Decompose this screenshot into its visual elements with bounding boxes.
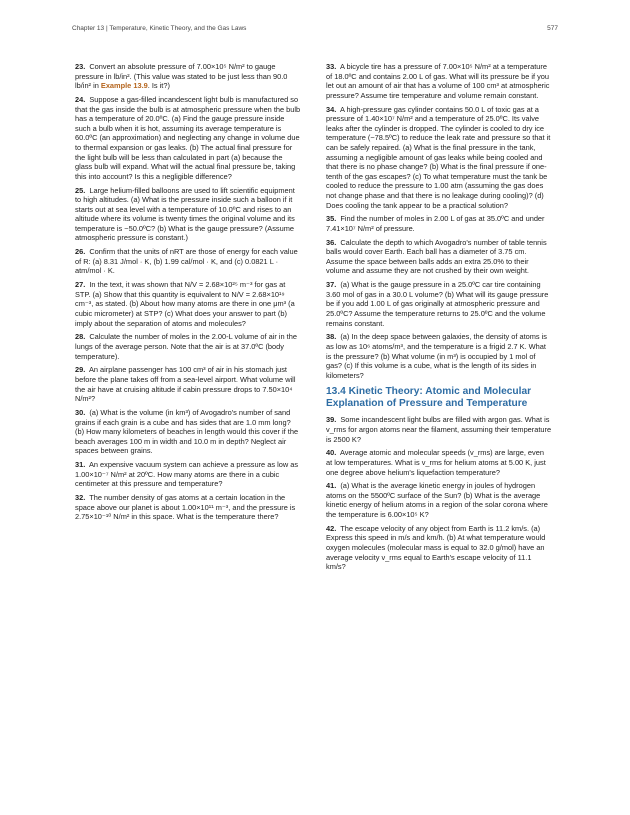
problem-39 [326,415,552,444]
problem-text: (a) What is the average kinetic energy in joules of hydrogen atoms on the 5500ºC surface of the Sun? (b) What is the average kinetic energy of helium atoms in a region of the solar corona where the temperature is 6.00×10⁵ K? [326,481,548,520]
problem-text: Confirm that the units of nRT are those of energy for each value of R: (a) 8.31 J/mol · K, (b) 1.99 cal/mol · K, and (c) 0.0821 L · atm/mol · K. [75,247,298,276]
right-column [326,62,552,576]
problem-37 [326,280,552,328]
problem-number: 31. [75,460,86,470]
problem-text: The escape velocity of any object from Earth is 11.2 km/s. (a) Express this speed in m/s and km/h. (b) At what temperature would oxygen molecules (molecular mass is equal to 32.0 g/mol) have an average velocity v_rms equal to Earth's escape velocity of 11.1 km/s? [326,523,546,572]
problem-number: 40. [326,448,337,458]
problem-text: An expensive vacuum system can achieve a pressure as low as 1.00×10⁻⁷ N/m² at 20ºC. How many atoms are there in a cubic centimeter at this pressure and temperature? [75,460,299,489]
problem-number: 35. [326,214,337,224]
problem-number: 23. [75,62,86,71]
problem-text: The number density of gas atoms at a certain location in the space above our planet is about 1.00×10¹¹ m⁻³, and the pressure is 2.75×10⁻¹⁰ N/m² in this space. What is the temperature there? [75,493,296,522]
problem-text: Convert an absolute pressure of 7.00×10⁵ N/m² to gauge pressure in lb/in². (This value was stated to be just less than 90.0 lb/in² in [75,62,288,91]
example-link[interactable]: Example 13.9 [100,81,148,91]
page-number: 577 [547,25,558,32]
chapter-title: Chapter 13 | Temperature, Kinetic Theory, and the Gas Laws [72,25,247,32]
problem-41 [326,481,552,519]
problem-text: (a) In the deep space between galaxies, the density of atoms is as low as 10⁶ atoms/m³, and the temperature is a frigid 2.7 K. What is the pressure? (b) What volume (in m³) is occupied by 1 mol of gas? (c) If this volume is a cube, what is the length of its sides in kilometers? [326,332,547,380]
problem-number: 38. [326,332,337,342]
problem-text: A high-pressure gas cylinder contains 50.0 L of toxic gas at a pressure of 1.40×10⁷ N/m² and a temperature of 25.0ºC. Its valve leaks after the cylinder is dropped. The cylinder is cooled to dry ice temperature (−78.5ºC) to reduce the leak rate and pressure so that it can be safely repaired. (a) What is the final pressure in the tank, assuming a negligible amount of gas leaks while being cooled and that there is no phase change? (b) What is the final pressure if one-tenth of the gas escapes? (c) To what temperature must the tank be cooled to reduce the pressure to 1.00 atm (assuming the gas does not change phase and that there is no leakage during cooling)? (d) Does cooling the tank appear to be a practical solution? [326,104,551,210]
problem-38 [326,332,552,380]
problem-31 [75,460,301,489]
problem-23 [75,62,301,91]
problem-text: Calculate the depth to which Avogadro's number of table tennis balls would cover Earth. Each ball has a diameter of 3.75 cm. Assume the space between balls adds an extra 25.0% to their volume and assume they are not crushed by their own weight. [326,237,547,276]
problem-number: 37. [326,280,337,290]
problem-42 [326,524,552,572]
problem-number: 34. [326,104,337,114]
problem-34 [326,105,552,211]
problem-30 [75,408,301,456]
problem-35 [326,214,552,233]
problem-text: An airplane passenger has 100 cm³ of air in his stomach just before the plane takes off from a sea-level airport. What volume will the air have at cruising altitude if cabin pressure drops to 7.50×10⁴ N/m²? [75,365,296,404]
problem-text: A bicycle tire has a pressure of 7.00×10⁵ N/m² at a temperature of 18.0ºC and contains 2.00 L of gas. What will its pressure be if you let out an amount of air that has a volume of 100 cm³ at atmospheric pressure? Assume tire temperature and volume remain constant. [326,62,550,100]
problem-text: Average atomic and molecular speeds (v_rms) are large, even at low temperatures. What is v_rms for helium atoms at 5.00 K, just one degree above helium's liquefaction temperature? [326,448,546,477]
problem-text: Suppose a gas-filled incandescent light bulb is manufactured so that the gas inside the bulb is at atmospheric pressure when the bulb has a temperature of 20.0ºC. (a) Find the gauge pressure inside such a bulb when it is hot, assuming its average temperature is 60.0ºC (an approximation) and neglecting any change in volume due to thermal expansion or gas leaks. (b) The actual final pressure for the light bulb will be less than calculated in part (a) because the glass bulb will expand. What will the actual final pressure be, taking this into account? Is this a negligible difference? [75,94,301,181]
problem-number: 26. [75,247,86,257]
problem-number: 33. [326,62,337,71]
problem-text: (a) What is the gauge pressure in a 25.0ºC car tire containing 3.60 mol of gas in a 30.0 L volume? (b) What will its gauge pressure be if you add 1.00 L of gas originally at atmospheric pressure and 25.0ºC? Assume the temperature returns to 25.0ºC and the volume remains constant. [326,280,549,328]
left-column [75,62,301,526]
problem-text: (a) What is the volume (in km³) of Avogadro's number of sand grains if each grain is a cube and has sides that are 1.0 mm long? (b) How many kilometers of beaches in length would this cover if the beach averages 100 m in width and 10.0 m in depth? Neglect air spaces between grains. [75,407,299,456]
problem-text: Find the number of moles in 2.00 L of gas at 35.0ºC and under 7.41×10⁷ N/m² of pressure. [326,214,545,233]
problem-text: In the text, it was shown that N/V = 2.68×10²⁵ m⁻³ for gas at STP. (a) Show that this quantity is equivalent to N/V = 2.68×10¹⁹ cm⁻³, as stated. (b) About how many atoms are there in one μm³ (a cubic micrometer) at STP? (c) What does your answer to part (b) imply about the separation of atoms and molecules? [75,280,295,328]
problem-27 [75,280,301,328]
problem-number: 32. [75,493,86,503]
problem-33 [326,62,552,100]
problem-40 [326,448,552,477]
problem-number: 24. [75,94,86,104]
problem-number: 27. [75,280,86,290]
problem-28 [75,332,301,361]
problem-text-tail: . Is it?) [147,81,170,91]
problem-text: Some incandescent light bulbs are filled with argon gas. What is v_rms for argon atoms near the filament, assuming their temperature is 2500 K? [326,415,552,444]
section-heading: 13.4 Kinetic Theory: Atomic and Molecular Explanation of Pressure and Temperature [326,386,532,409]
problem-number: 30. [75,407,86,417]
problem-number: 28. [75,332,86,342]
problem-number: 42. [326,523,337,533]
page-header [72,25,558,39]
problem-25 [75,186,301,244]
problem-29 [75,365,301,403]
problem-32 [75,493,301,522]
problem-26 [75,247,301,276]
problem-number: 41. [326,481,337,491]
problem-number: 39. [326,415,337,425]
problem-number: 36. [326,237,337,247]
problem-text: Large helium-filled balloons are used to lift scientific equipment to high altitudes. (a) What is the pressure inside such a balloon if it starts out at sea level with a temperature of 10.0ºC and rises to an altitude where its volume is twenty times the original volume and its temperature is −50.0ºC? (b) What is the gauge pressure? (Assume atmospheric pressure is constant.) [75,185,295,243]
problem-text: Calculate the number of moles in the 2.00-L volume of air in the lungs of the average person. Note that the air is at 37.0ºC (body temperature). [75,332,297,361]
problem-36 [326,238,552,276]
problem-number: 25. [75,185,86,195]
problem-number: 29. [75,365,86,375]
problem-24 [75,95,301,181]
